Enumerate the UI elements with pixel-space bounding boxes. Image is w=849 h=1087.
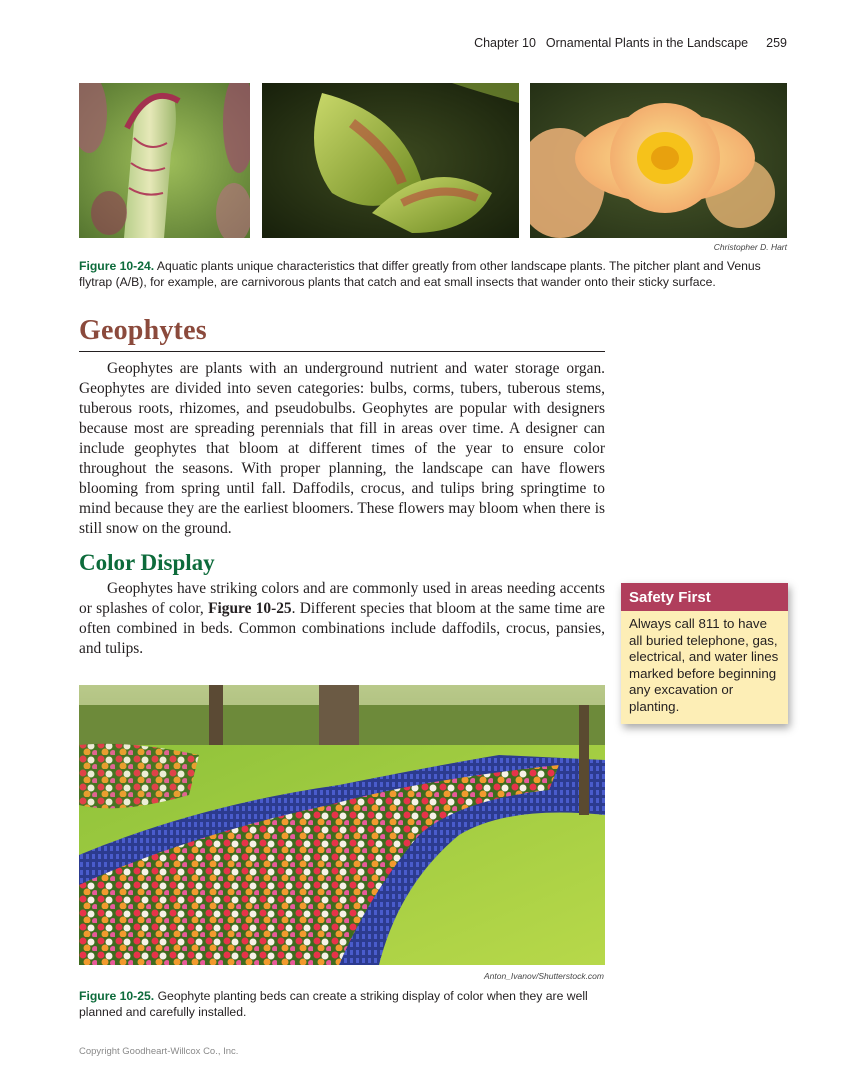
caption-text: Geophyte planting beds can create a striking display of color when they are well planned and carefully installed.: [79, 989, 588, 1019]
subsection-heading: Color Display: [79, 550, 215, 575]
tulip-garden-photo: [79, 685, 605, 965]
heading-rule: [79, 351, 605, 352]
running-head: [474, 36, 787, 50]
figure-caption-10-25: [79, 989, 599, 1020]
copyright-footer: Copyright Goodheart-Willcox Co., Inc.: [79, 1046, 239, 1057]
section-body: [79, 359, 605, 539]
photo-credit-10-24: Christopher D. Hart: [713, 242, 787, 252]
section-heading: Geophytes: [79, 315, 207, 346]
caption-text: Aquatic plants unique characteristics that differ greatly from other landscape plants. The pitcher plant and Venus flytrap (A/B), for example, are carnivorous plants that catch and eat small insects that wander onto their sticky surface.: [79, 259, 761, 289]
paragraph: Geophytes have striking colors and are commonly used in areas needing accents or splashes of color, Figure 10-25. Different species that bloom at the same time are often combined in beds. Common combinations include daffodils, crocus, pansies, and tulips.: [79, 580, 605, 657]
figure-caption-10-24: [79, 259, 789, 290]
page-number: 259: [766, 36, 787, 50]
callout-title: Safety First: [621, 583, 788, 611]
chapter-title: Ornamental Plants in the Landscape: [545, 36, 749, 50]
safety-first-callout: [621, 583, 788, 724]
subsection-body: [79, 579, 605, 659]
venus-flytrap-photo: [262, 83, 519, 238]
water-lily-photo: [530, 83, 787, 238]
paragraph: Geophytes are plants with an underground nutrient and water storage organ. Geophytes are divided into seven categories: bulbs, corms, tubers, tuberous stems, tuberous roots, rhizomes, and pseudobulbs. Geophytes are popular with designers because most are spreading perennials that fill in areas over time. A designer can include geophytes that bloom at different times of the year to ensure color throughout the seasons. With proper planning, the landscape can have flowers blooming from spring until fall. Daffodils, crocus, and tulips bring springtime to mind because they are the earliest bloomers. These flowers may bloom when there is still snow on the ground.: [79, 360, 605, 537]
photo-credit-10-25: Anton_Ivanov/Shutterstock.com: [483, 971, 604, 981]
figure-reference: Figure 10-25: [208, 600, 292, 617]
figure-label: Figure 10-24.: [79, 259, 155, 273]
callout-body: Always call 811 to have all buried telephone, gas, electrical, and water lines marked before beginning any excavation or planting.: [629, 616, 779, 714]
figure-label: Figure 10-25.: [79, 989, 155, 1003]
chapter-number: Chapter 10: [474, 36, 536, 50]
pitcher-plant-photo: [79, 83, 250, 238]
